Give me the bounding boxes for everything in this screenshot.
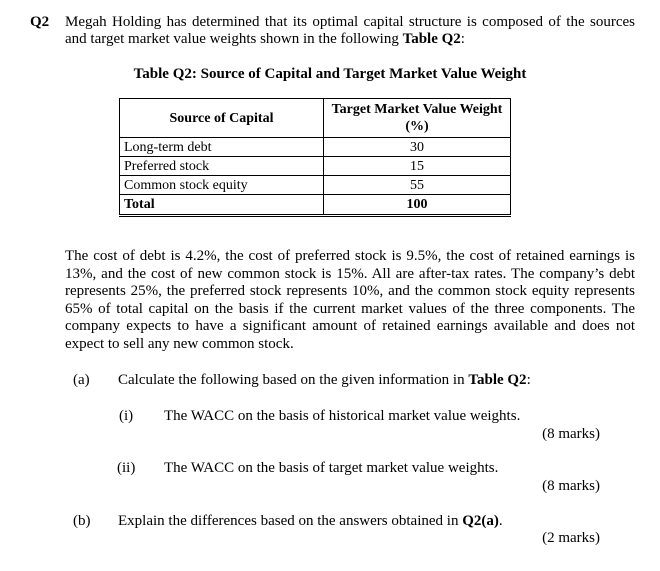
table-row bbox=[120, 176, 511, 195]
cost-paragraph: The cost of debt is 4.2%, the cost of preferred stock is 9.5%, the cost of retained earnings is 13%, and the cost of new common stock is 15%. All are after-tax rates. The company’s debt represents 25%, the preferred stock represents 10%, and the common stock equity represents 65% of total capital on the basis if the current market values of the three components. The company expects to have a significant amount of retained earnings available and does not expect to sell any new common stock. bbox=[65, 248, 635, 352]
table-header-row bbox=[120, 99, 511, 138]
table-row bbox=[120, 157, 511, 176]
part-a-label: (a) bbox=[73, 372, 90, 388]
part-b-text: Explain the differences based on the answers obtained in Q2(a). bbox=[118, 513, 503, 529]
capital-table bbox=[119, 98, 511, 217]
row-weight: 15 bbox=[324, 157, 511, 176]
part-a-ii-text: The WACC on the basis of target market value weights. bbox=[164, 460, 499, 476]
header-source: Source of Capital bbox=[120, 99, 324, 138]
row-weight: 55 bbox=[324, 176, 511, 195]
row-source: Preferred stock bbox=[120, 157, 324, 176]
total-value: 100 bbox=[324, 195, 511, 216]
part-b-label: (b) bbox=[73, 513, 91, 529]
question-intro: Megah Holding has determined that its optimal capital structure is composed of the sources and target market value weights shown in the following Table Q2: bbox=[65, 14, 635, 47]
row-source: Common stock equity bbox=[120, 176, 324, 195]
total-label: Total bbox=[120, 195, 324, 216]
part-a-ii-label: (ii) bbox=[117, 460, 136, 476]
question-number: Q2 bbox=[30, 14, 50, 30]
row-source: Long-term debt bbox=[120, 138, 324, 157]
part-a-ii-marks: (8 marks) bbox=[542, 478, 600, 494]
part-a-text: Calculate the following based on the given information in Table Q2: bbox=[118, 372, 531, 388]
part-a-i-label: (i) bbox=[119, 408, 134, 424]
part-a-i-text: The WACC on the basis of historical market value weights. bbox=[164, 408, 521, 424]
table-caption: Table Q2: Source of Capital and Target Market Value Weight bbox=[133, 66, 527, 82]
part-b-marks: (2 marks) bbox=[542, 530, 600, 546]
part-a-i-marks: (8 marks) bbox=[542, 426, 600, 442]
header-weight: Target Market Value Weight (%) bbox=[324, 99, 511, 138]
table-total-row bbox=[120, 195, 511, 216]
table-row bbox=[120, 138, 511, 157]
row-weight: 30 bbox=[324, 138, 511, 157]
